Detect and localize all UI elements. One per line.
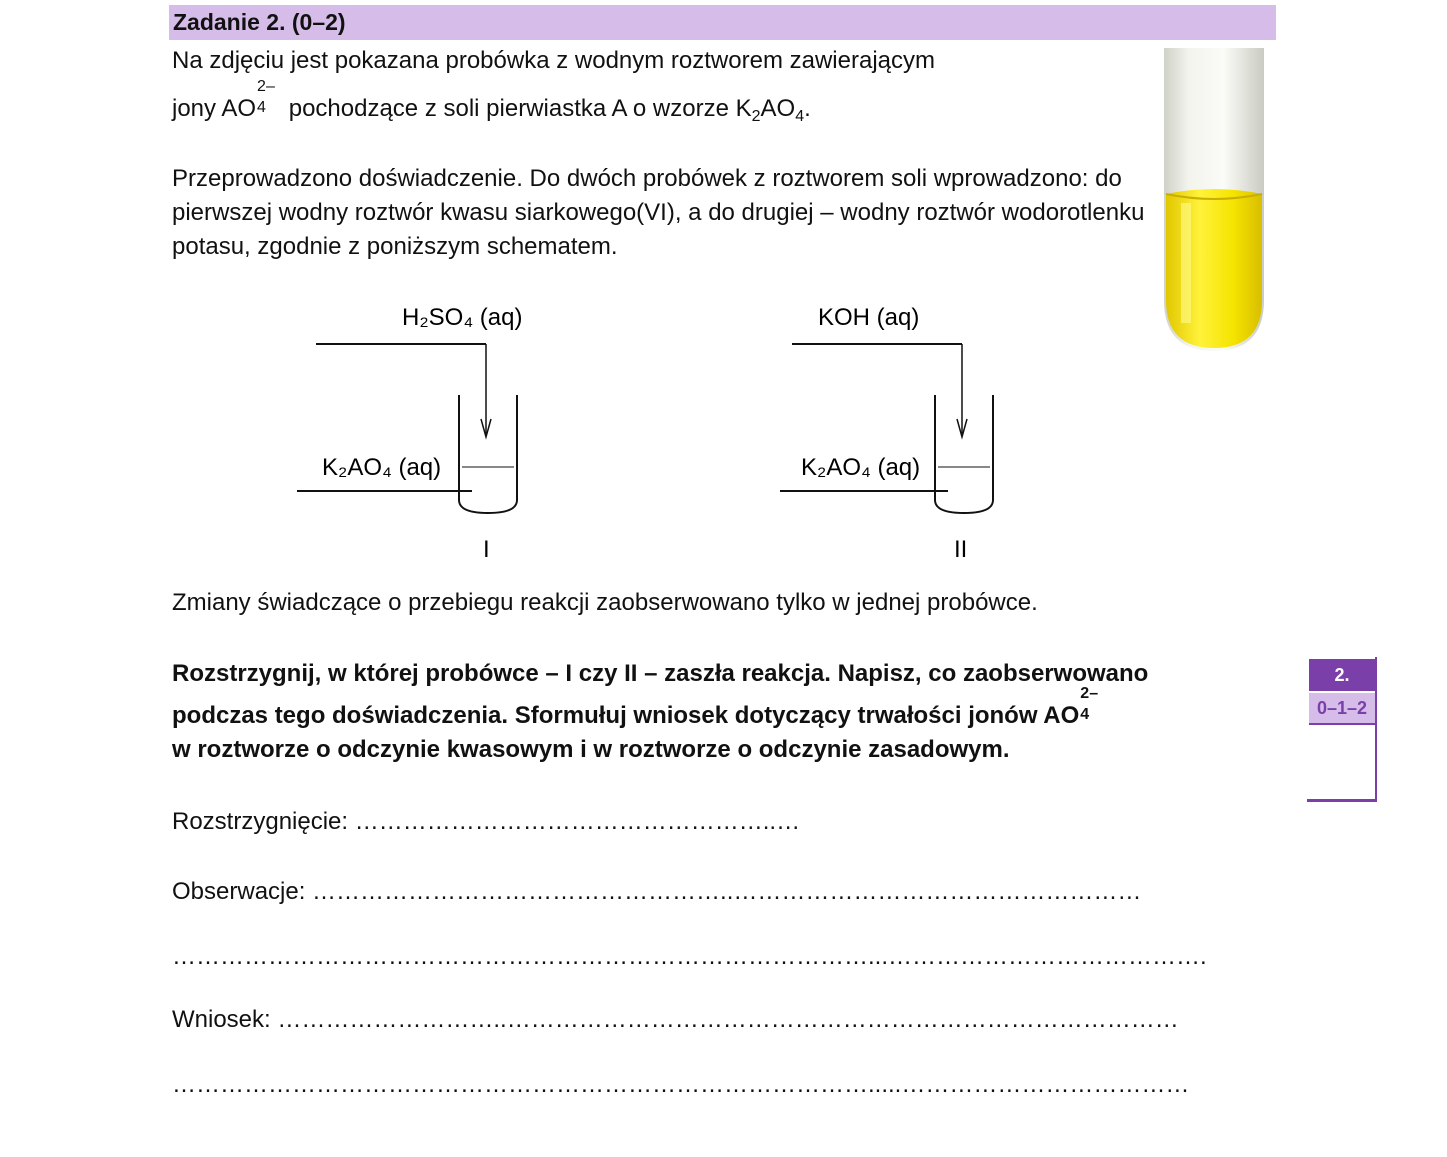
task-line-2: podczas tego doświadczenia. Sformułuj wniosek dotyczący trwałości jonów AO 2– 4 xyxy=(172,699,1282,733)
reagent-label-1: H₂SO₄ (aq) xyxy=(402,304,523,331)
score-entry-field[interactable] xyxy=(1307,725,1377,802)
observation-statement: Zmiany świadczące o przebiegu reakcji zaobserwowano tylko w jednej probówce. xyxy=(172,589,1038,616)
intro-line-1: Na zdjęciu jest pokazana probówka z wodnym roztworem zawierającym xyxy=(172,47,935,74)
conclusion-answer-line[interactable]: Wniosek: ………………………..………………………………………………………………………… xyxy=(172,1006,1179,1033)
tube-II-setup xyxy=(780,304,993,563)
task-line-3: w roztworze o odczynie kwasowym i w roztworze o odczynie zasadowym. xyxy=(172,736,1010,763)
experiment-paragraph: Przeprowadzono doświadczenie. Do dwóch probówek z roztworem soli wprowadzono: do pierwszej wodny roztwór kwasu siarkowego(VI), a do drugiej – wodny roztwór wodorotlenku potasu, zgodnie z poniższym schematem. xyxy=(172,165,1145,260)
tube-label-I: I xyxy=(483,536,490,563)
task-title: Zadanie 2. (0–2) xyxy=(173,9,346,35)
score-points: 0–1–2 xyxy=(1309,693,1375,725)
decision-answer-line[interactable]: Rozstrzygnięcie: ……………………………………………..… xyxy=(172,808,801,835)
observations-answer-line-2[interactable]: ……………………………………………………………………………...…………………………………. xyxy=(172,943,1207,970)
test-tube-photo xyxy=(1163,48,1265,353)
intro-line-2: jony AO 2– 4 pochodzące z soli pierwiastka A o wzorze $K_2AO_4$. xyxy=(172,78,811,125)
task-header xyxy=(169,5,1276,40)
conclusion-answer-line-2[interactable]: …………………………………………………………………………….....……………………………… xyxy=(172,1071,1190,1098)
task-line-1: Rozstrzygnij, w której probówce – I czy II – zaszła reakcja. Napisz, co zaobserwowano xyxy=(172,660,1149,687)
ion-formula: 2– 4 xyxy=(257,78,275,116)
reagent-label-2: KOH (aq) xyxy=(818,304,920,331)
observations-answer-line[interactable]: Obserwacje: ……………………………………………..…………………………………………… xyxy=(172,878,1142,905)
experiment-scheme xyxy=(290,295,1050,575)
intro-paragraph xyxy=(172,44,1072,134)
task-number: 2. xyxy=(1309,659,1375,691)
score-box xyxy=(1307,657,1377,803)
tube-I-setup xyxy=(297,304,522,563)
tube-label-II: II xyxy=(954,536,968,563)
solution-label-1: K₂AO₄ (aq) xyxy=(322,454,442,481)
solution-label-2: K₂AO₄ (aq) xyxy=(801,454,921,481)
ion-formula: 2– 4 xyxy=(1080,685,1099,723)
task-instructions xyxy=(172,657,1282,767)
